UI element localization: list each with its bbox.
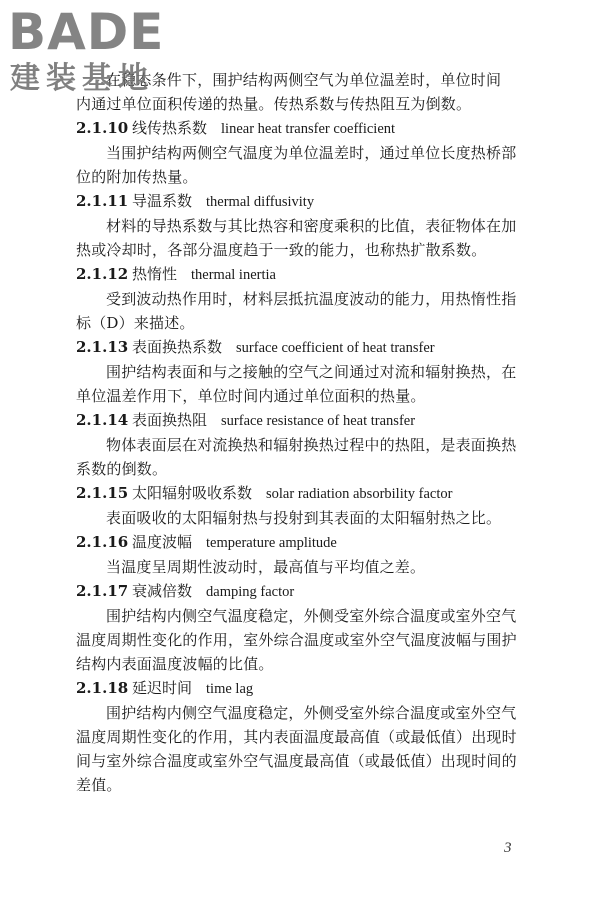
term-heading [0, 676, 600, 701]
term-chinese-name: 衰减倍数 [132, 582, 193, 600]
term-heading [0, 408, 600, 433]
term-chinese-name: 表面换热系数 [132, 338, 223, 356]
term-chinese-name: 表面换热阻 [132, 411, 208, 429]
term-definition: 表面吸收的太阳辐射热与投射到其表面的太阳辐射热之比。 [106, 509, 502, 527]
term-entry-2-1-17 [0, 579, 600, 676]
term-english-name: damping factor [206, 584, 295, 600]
term-number: 2.1.15 [76, 484, 129, 502]
term-heading [0, 579, 600, 604]
term-chinese-name: 延迟时间 [132, 679, 193, 697]
term-heading [0, 530, 600, 555]
watermark-brand: BADE [8, 3, 165, 61]
term-number: 2.1.18 [76, 679, 129, 697]
document-page [0, 68, 600, 797]
intro-paragraph-line-2: 内通过单位面积传递的热量。传热系数与传热阻互为倒数。 [76, 95, 472, 113]
term-number: 2.1.13 [76, 338, 129, 356]
term-entry-2-1-11 [0, 189, 600, 262]
watermark-subtitle: 建装基地 [10, 61, 154, 96]
term-number: 2.1.17 [76, 582, 129, 600]
term-heading [0, 189, 600, 214]
term-number: 2.1.10 [76, 119, 129, 137]
term-entry-2-1-16 [0, 530, 600, 579]
term-entry-2-1-12 [0, 262, 600, 335]
page-number: 3 [504, 840, 512, 856]
term-number: 2.1.12 [76, 265, 129, 283]
term-english-name: solar radiation absorbility factor [266, 486, 453, 502]
intro-paragraph-line-1: 在稳态条件下，围护结构两侧空气为单位温差时，单位时间 [106, 71, 502, 89]
term-definition: 物体表面层在对流换热和辐射换热过程中的热阻，是表面换热系数的倒数。 [76, 436, 517, 478]
term-definition: 当温度呈周期性波动时，最高值与平均值之差。 [106, 558, 426, 576]
term-heading [0, 116, 600, 141]
term-entry-2-1-14 [0, 408, 600, 481]
term-chinese-name: 热惰性 [132, 265, 178, 283]
term-heading [0, 335, 600, 360]
term-definition: 围护结构内侧空气温度稳定，外侧受室外综合温度或室外空气温度周期性变化的作用，其内表面温度最高值（或最低值）出现时间与室外综合温度或室外空气温度最高值（或最低值）出现时间的差值。 [76, 704, 517, 794]
term-english-name: thermal diffusivity [206, 194, 315, 210]
term-english-name: thermal inertia [191, 267, 276, 283]
term-chinese-name: 太阳辐射吸收系数 [132, 484, 253, 502]
term-number: 2.1.11 [76, 192, 129, 210]
term-entry-2-1-13 [0, 335, 600, 408]
term-entry-2-1-18 [0, 676, 600, 797]
term-chinese-name: 导温系数 [132, 192, 193, 210]
term-english-name: surface coefficient of heat transfer [236, 340, 435, 356]
term-entry-2-1-10 [0, 116, 600, 189]
term-entry-2-1-15 [0, 481, 600, 530]
watermark-logo [8, 4, 178, 104]
term-definition: 围护结构表面和与之接触的空气之间通过对流和辐射换热，在单位温差作用下，单位时间内通过单位面积的热量。 [76, 363, 517, 405]
term-english-name: surface resistance of heat transfer [221, 413, 416, 429]
term-english-name: temperature amplitude [206, 535, 337, 551]
term-definition: 围护结构内侧空气温度稳定，外侧受室外综合温度或室外空气温度周期性变化的作用，室外综合温度或室外空气温度波幅与围护结构内表面温度波幅的比值。 [76, 607, 517, 673]
term-chinese-name: 线传热系数 [132, 119, 208, 137]
term-definition: 当围护结构两侧空气温度为单位温差时，通过单位长度热桥部位的附加传热量。 [76, 144, 517, 186]
term-number: 2.1.14 [76, 411, 129, 429]
term-number: 2.1.16 [76, 533, 129, 551]
term-heading [0, 481, 600, 506]
term-chinese-name: 温度波幅 [132, 533, 193, 551]
term-english-name: linear heat transfer coefficient [221, 121, 396, 137]
term-heading [0, 262, 600, 287]
term-english-name: time lag [206, 681, 254, 697]
term-definition: 受到波动热作用时，材料层抵抗温度波动的能力，用热惰性指标（D）来描述。 [76, 290, 517, 332]
term-definition: 材料的导热系数与其比热容和密度乘积的比值，表征物体在加热或冷却时，各部分温度趋于一致的能力，也称热扩散系数。 [76, 217, 517, 259]
